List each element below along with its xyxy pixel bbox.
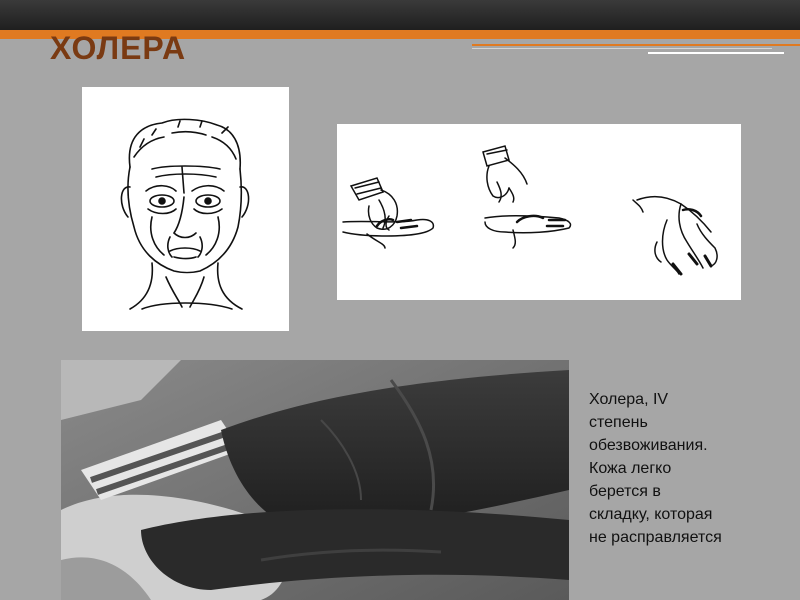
caption-text [589,388,769,549]
caption-line: степень [589,414,648,431]
top-dark-bar [0,0,800,30]
caption-line: Кожа легко [589,460,672,477]
slide-title: ХОЛЕРА [50,30,187,66]
decorative-line [648,52,784,54]
hands-drawing-image [337,124,741,300]
caption-line: Холера, IV [589,391,669,408]
decorative-line [472,44,800,46]
caption-line: берется в [589,483,661,500]
caption-line: обезвоживания. [589,437,708,454]
caption-line: складку, которая [589,506,713,523]
caption-line: не расправляется [589,529,722,546]
patient-arm-photo-image [61,360,569,600]
decorative-line [472,48,772,49]
face-drawing-image [82,87,289,331]
